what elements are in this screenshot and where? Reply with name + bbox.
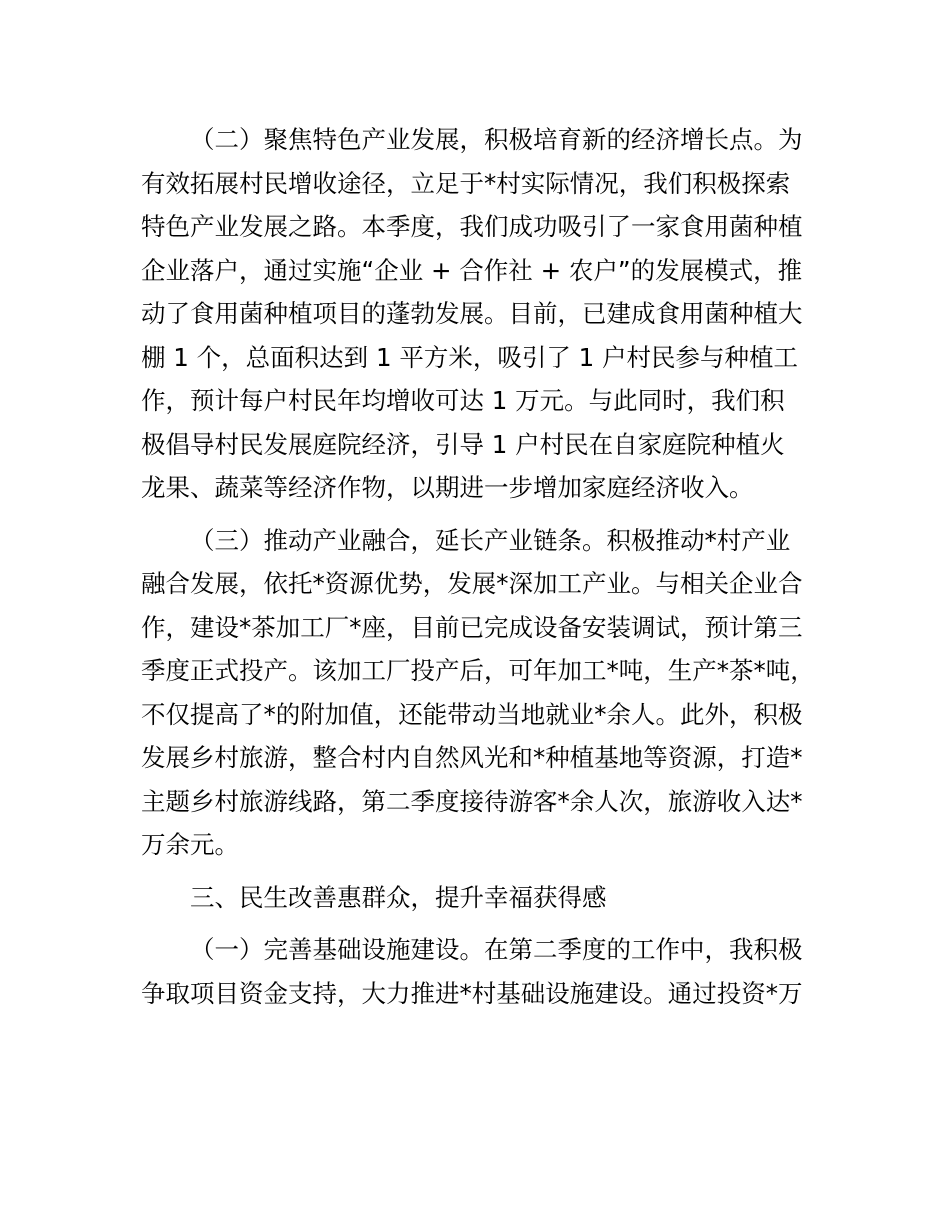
paragraph-line: 特色产业发展之路。本季度，我们成功吸引了一家食用菌种植 [141,212,803,241]
paragraph-line: 棚 1 个，总面积达到 1 平方米，吸引了 1 户村民参与种植工 [141,342,798,372]
paragraph-line: 不仅提高了*的附加值，还能带动当地就业*余人。此外，积极 [141,699,803,729]
paragraph-line: 有效拓展村民增收途径，立足于*村实际情况，我们积极探索 [141,168,791,198]
paragraph-gap [141,867,821,876]
paragraph-line: 万余元。 [141,830,239,859]
paragraph-line: 作，预计每户村民年均增收可达 1 万元。与此同时，我们积 [141,386,785,415]
document-body [141,118,821,1015]
paragraph-line: （一）完善基础设施建设。在第二季度的工作中，我积极 [190,935,803,964]
paragraph-line: 融合发展，依托*资源优势，发展*深加工产业。与相关企业合 [141,569,803,598]
paragraph-gap [141,510,821,519]
paragraph-infrastructure [141,928,821,1015]
section-heading: 三、民生改善惠群众，提升幸福获得感 [190,882,607,912]
paragraph-industry-integration [141,519,821,867]
paragraph-industry-development [141,118,821,510]
paragraph-line: （二）聚焦特色产业发展，积极培育新的经济增长点。为 [190,125,803,154]
paragraph-line: 企业落户，通过实施“企业 + 合作社 + 农户”的发展模式，推 [141,255,803,285]
paragraph-line: 作，建设*茶加工厂*座，目前已完成设备安装调试，预计第三 [141,612,803,642]
paragraph-line: 争取项目资金支持，大力推进*村基础设施建设。通过投资*万 [141,978,803,1008]
paragraph-line: 主题乡村旅游线路，第二季度接待游客*余人次，旅游收入达* [141,786,803,816]
paragraph-line: 龙果、蔬菜等经济作物，以期进一步增加家庭经济收入。 [141,473,754,502]
paragraph-line: 动了食用菌种植项目的蓬勃发展。目前，已建成食用菌种植大 [141,299,803,328]
paragraph-line: 极倡导村民发展庭院经济，引导 1 户村民在自家庭院种植火 [141,429,785,459]
paragraph-line: 发展乡村旅游，整合村内自然风光和*种植基地等资源，打造* [141,743,803,772]
paragraph-line: （三）推动产业融合，延长产业链条。积极推动*村产业 [190,525,791,555]
paragraph-line: 季度正式投产。该加工厂投产后，可年加工*吨，生产*茶*吨， [141,656,815,685]
paragraph-gap [141,919,821,928]
